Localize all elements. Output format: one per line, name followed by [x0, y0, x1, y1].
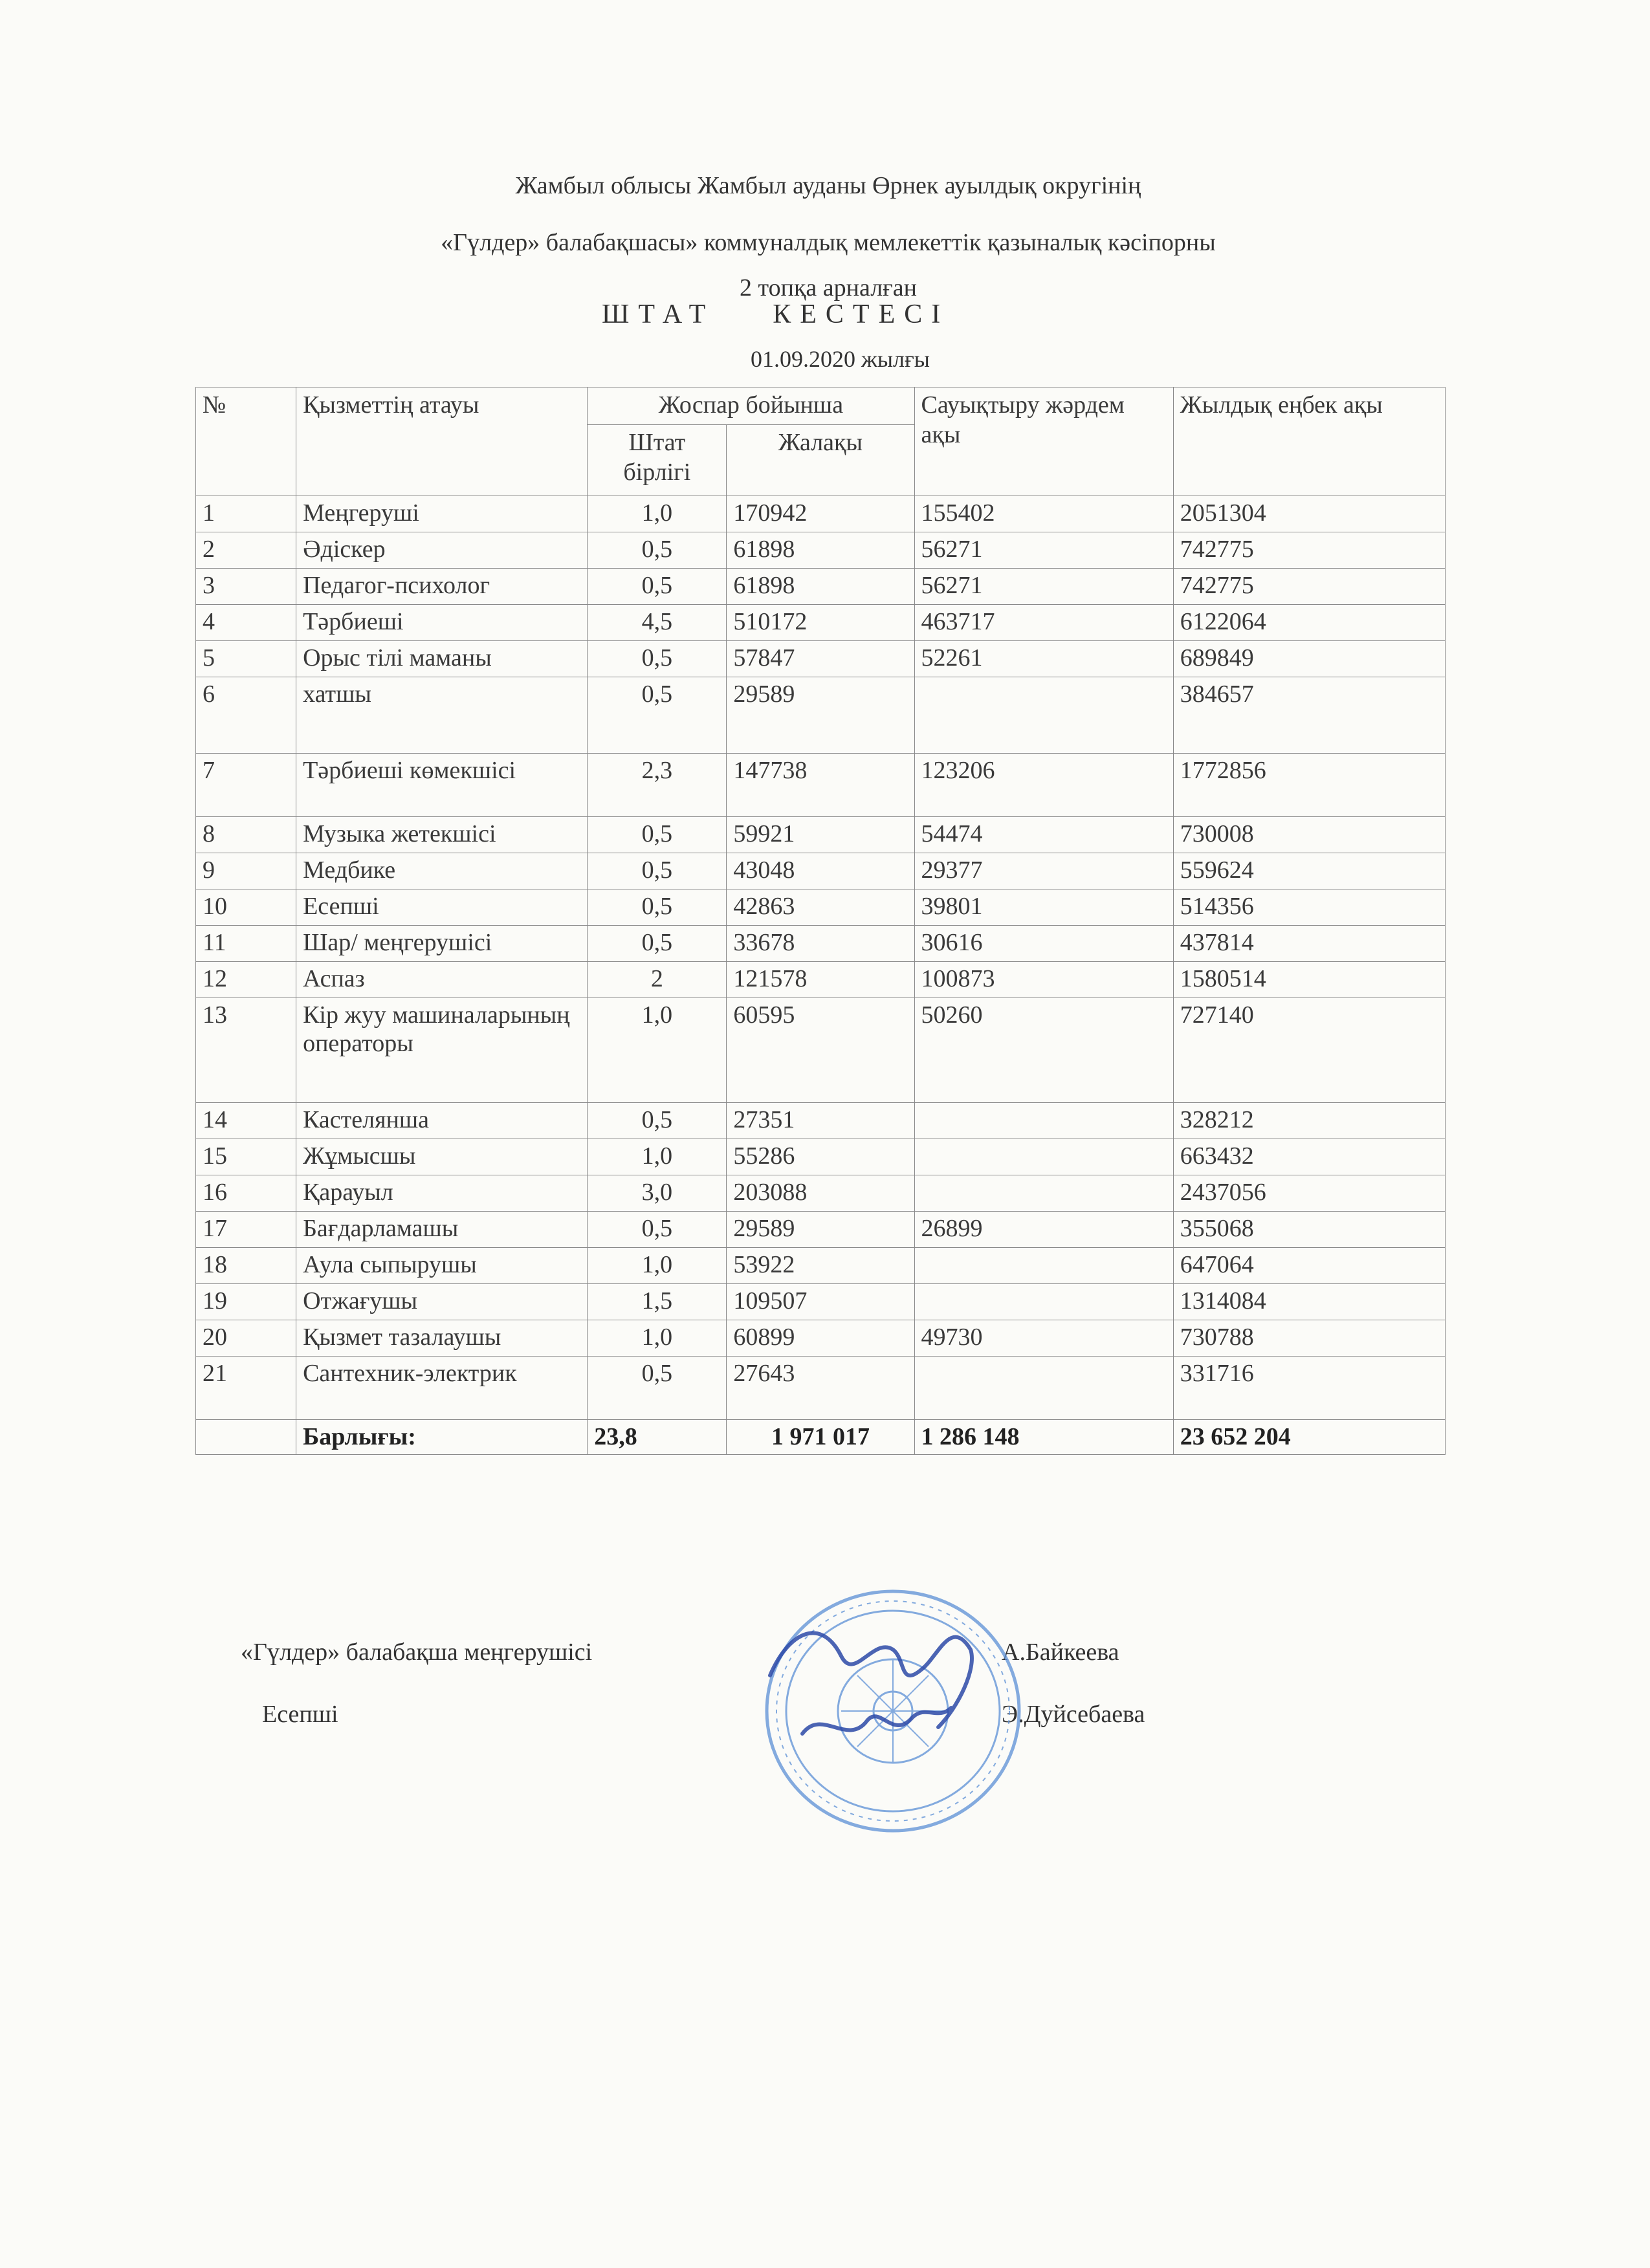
table-row	[196, 1284, 1446, 1320]
head-signature-label: «Гүлдер» балабақша меңгерушісі	[241, 1639, 593, 1666]
row-name: Жұмысшы	[296, 1139, 588, 1175]
head-signature-name: А.Байкеева	[1002, 1639, 1119, 1666]
row-health-aid: 39801	[914, 889, 1173, 926]
row-annual-pay: 647064	[1173, 1248, 1445, 1284]
document-date: 01.09.2020 жылғы	[751, 346, 930, 372]
row-annual-pay: 2051304	[1173, 496, 1445, 532]
row-staff-units: 0,5	[588, 1357, 727, 1420]
row-staff-units: 1,5	[588, 1284, 727, 1320]
header-plan: Жоспар бойынша	[588, 387, 914, 425]
row-name: Тәрбиеші	[296, 605, 588, 641]
table-row	[196, 889, 1446, 926]
row-staff-units: 2,3	[588, 754, 727, 817]
row-annual-pay: 328212	[1173, 1103, 1445, 1139]
row-staff-units: 0,5	[588, 926, 727, 962]
row-annual-pay: 1772856	[1173, 754, 1445, 817]
row-salary: 42863	[727, 889, 914, 926]
row-health-aid: 26899	[914, 1212, 1173, 1248]
row-num: 10	[196, 889, 296, 926]
staff-table	[195, 387, 1446, 1455]
table-row	[196, 605, 1446, 641]
total-salary: 1 971 017	[727, 1420, 914, 1455]
row-name: Есепші	[296, 889, 588, 926]
row-num: 15	[196, 1139, 296, 1175]
row-health-aid	[914, 1357, 1173, 1420]
table-row	[196, 496, 1446, 532]
row-annual-pay: 355068	[1173, 1212, 1445, 1248]
row-staff-units: 2	[588, 962, 727, 998]
row-staff-units: 1,0	[588, 1248, 727, 1284]
header-annual-pay: Жылдық еңбек ақы	[1173, 387, 1445, 496]
accountant-signature-name: Э.Дуйсебаева	[1002, 1701, 1145, 1728]
row-num: 18	[196, 1248, 296, 1284]
table-body	[196, 496, 1446, 1420]
row-annual-pay: 514356	[1173, 889, 1445, 926]
table-row	[196, 754, 1446, 817]
row-name: Қызмет тазалаушы	[296, 1320, 588, 1357]
row-annual-pay: 331716	[1173, 1357, 1445, 1420]
table-row	[196, 641, 1446, 677]
row-annual-pay: 1580514	[1173, 962, 1445, 998]
row-staff-units: 1,0	[588, 496, 727, 532]
row-name: Кастелянша	[296, 1103, 588, 1139]
row-annual-pay: 1314084	[1173, 1284, 1445, 1320]
row-health-aid: 54474	[914, 817, 1173, 853]
row-annual-pay: 742775	[1173, 569, 1445, 605]
table-row	[196, 1357, 1446, 1420]
row-health-aid: 56271	[914, 532, 1173, 569]
row-annual-pay: 384657	[1173, 677, 1445, 754]
row-salary: 43048	[727, 853, 914, 889]
row-name: Кір жуу машиналарының операторы	[296, 998, 588, 1103]
row-num: 6	[196, 677, 296, 754]
row-annual-pay: 727140	[1173, 998, 1445, 1103]
row-num: 20	[196, 1320, 296, 1357]
row-name: Отжағушы	[296, 1284, 588, 1320]
row-staff-units: 0,5	[588, 817, 727, 853]
header-num: №	[196, 387, 296, 496]
row-annual-pay: 663432	[1173, 1139, 1445, 1175]
row-salary: 170942	[727, 496, 914, 532]
row-name: Сантехник-электрик	[296, 1357, 588, 1420]
header-name: Қызметтің атауы	[296, 387, 588, 496]
row-num: 12	[196, 962, 296, 998]
header-salary: Жалақы	[727, 425, 914, 496]
row-salary: 29589	[727, 677, 914, 754]
row-name: Музыка жетекшісі	[296, 817, 588, 853]
row-staff-units: 0,5	[588, 532, 727, 569]
row-health-aid	[914, 1103, 1173, 1139]
total-row	[196, 1420, 1446, 1455]
row-staff-units: 0,5	[588, 677, 727, 754]
row-health-aid: 56271	[914, 569, 1173, 605]
header-health-aid: Сауықтыру жәрдем ақы	[914, 387, 1173, 496]
table-row	[196, 962, 1446, 998]
row-salary: 60899	[727, 1320, 914, 1357]
row-name: Бағдарламашы	[296, 1212, 588, 1248]
total-annual: 23 652 204	[1173, 1420, 1445, 1455]
row-salary: 27351	[727, 1103, 914, 1139]
title-part-2: КЕСТЕСІ	[773, 300, 950, 329]
accountant-signature-label: Есепші	[262, 1701, 338, 1728]
row-salary: 147738	[727, 754, 914, 817]
row-name: Орыс тілі маманы	[296, 641, 588, 677]
total-num-cell	[196, 1420, 296, 1455]
header-staff-units: Штат бірлігі	[588, 425, 727, 496]
row-num: 4	[196, 605, 296, 641]
row-health-aid: 100873	[914, 962, 1173, 998]
row-health-aid: 49730	[914, 1320, 1173, 1357]
table-row	[196, 532, 1446, 569]
row-annual-pay: 730008	[1173, 817, 1445, 853]
row-staff-units: 0,5	[588, 889, 727, 926]
row-health-aid	[914, 677, 1173, 754]
row-name: Педагог-психолог	[296, 569, 588, 605]
row-num: 19	[196, 1284, 296, 1320]
row-annual-pay: 437814	[1173, 926, 1445, 962]
row-name: Медбике	[296, 853, 588, 889]
row-salary: 203088	[727, 1175, 914, 1212]
row-num: 1	[196, 496, 296, 532]
row-num: 16	[196, 1175, 296, 1212]
row-annual-pay: 730788	[1173, 1320, 1445, 1357]
document-title	[602, 299, 949, 330]
row-name: Аула сыпырушы	[296, 1248, 588, 1284]
row-num: 8	[196, 817, 296, 853]
table-row	[196, 569, 1446, 605]
table-row	[196, 1248, 1446, 1284]
header-line-1: Жамбыл облысы Жамбыл ауданы Өрнек ауылдық округінің	[515, 172, 1141, 199]
row-name: Әдіскер	[296, 532, 588, 569]
table-row	[196, 998, 1446, 1103]
row-health-aid: 463717	[914, 605, 1173, 641]
row-name: Шар/ меңгерушісі	[296, 926, 588, 962]
row-staff-units: 0,5	[588, 641, 727, 677]
row-salary: 510172	[727, 605, 914, 641]
row-staff-units: 0,5	[588, 1212, 727, 1248]
row-num: 9	[196, 853, 296, 889]
row-salary: 53922	[727, 1248, 914, 1284]
row-salary: 29589	[727, 1212, 914, 1248]
table-row	[196, 1175, 1446, 1212]
row-staff-units: 1,0	[588, 1139, 727, 1175]
table-row	[196, 1139, 1446, 1175]
row-num: 11	[196, 926, 296, 962]
table-row	[196, 853, 1446, 889]
row-health-aid: 155402	[914, 496, 1173, 532]
row-name: хатшы	[296, 677, 588, 754]
header-line-2: «Гүлдер» балабақшасы» коммуналдық мемлекеттік қазыналық кәсіпорны	[441, 229, 1216, 256]
table-row	[196, 1212, 1446, 1248]
row-health-aid: 52261	[914, 641, 1173, 677]
row-salary: 61898	[727, 532, 914, 569]
row-salary: 27643	[727, 1357, 914, 1420]
row-num: 17	[196, 1212, 296, 1248]
row-salary: 61898	[727, 569, 914, 605]
row-name: Тәрбиеші көмекшісі	[296, 754, 588, 817]
row-name: Қарауыл	[296, 1175, 588, 1212]
row-num: 21	[196, 1357, 296, 1420]
row-salary: 59921	[727, 817, 914, 853]
table-row	[196, 1320, 1446, 1357]
row-num: 5	[196, 641, 296, 677]
row-num: 13	[196, 998, 296, 1103]
row-staff-units: 1,0	[588, 1320, 727, 1357]
row-annual-pay: 6122064	[1173, 605, 1445, 641]
total-aid: 1 286 148	[914, 1420, 1173, 1455]
table-row	[196, 817, 1446, 853]
row-staff-units: 0,5	[588, 1103, 727, 1139]
header-line-3: 2 топқа арналған	[740, 274, 917, 301]
row-health-aid: 50260	[914, 998, 1173, 1103]
title-part-1: ШТАТ	[602, 300, 715, 329]
row-salary: 60595	[727, 998, 914, 1103]
row-health-aid	[914, 1139, 1173, 1175]
row-num: 3	[196, 569, 296, 605]
row-name: Меңгеруші	[296, 496, 588, 532]
row-annual-pay: 559624	[1173, 853, 1445, 889]
row-staff-units: 4,5	[588, 605, 727, 641]
row-salary: 109507	[727, 1284, 914, 1320]
row-health-aid: 123206	[914, 754, 1173, 817]
row-salary: 121578	[727, 962, 914, 998]
table-row	[196, 677, 1446, 754]
row-health-aid: 29377	[914, 853, 1173, 889]
row-annual-pay: 742775	[1173, 532, 1445, 569]
official-seal-icon	[744, 1578, 1042, 1837]
row-num: 2	[196, 532, 296, 569]
row-staff-units: 3,0	[588, 1175, 727, 1212]
row-health-aid	[914, 1248, 1173, 1284]
row-num: 14	[196, 1103, 296, 1139]
total-label: Барлығы:	[296, 1420, 588, 1455]
row-health-aid: 30616	[914, 926, 1173, 962]
row-num: 7	[196, 754, 296, 817]
row-staff-units: 0,5	[588, 569, 727, 605]
row-salary: 57847	[727, 641, 914, 677]
table-row	[196, 1103, 1446, 1139]
row-annual-pay: 689849	[1173, 641, 1445, 677]
row-salary: 55286	[727, 1139, 914, 1175]
row-staff-units: 1,0	[588, 998, 727, 1103]
row-health-aid	[914, 1284, 1173, 1320]
row-salary: 33678	[727, 926, 914, 962]
total-units: 23,8	[588, 1420, 727, 1455]
row-annual-pay: 2437056	[1173, 1175, 1445, 1212]
row-staff-units: 0,5	[588, 853, 727, 889]
row-name: Аспаз	[296, 962, 588, 998]
row-health-aid	[914, 1175, 1173, 1212]
table-row	[196, 926, 1446, 962]
